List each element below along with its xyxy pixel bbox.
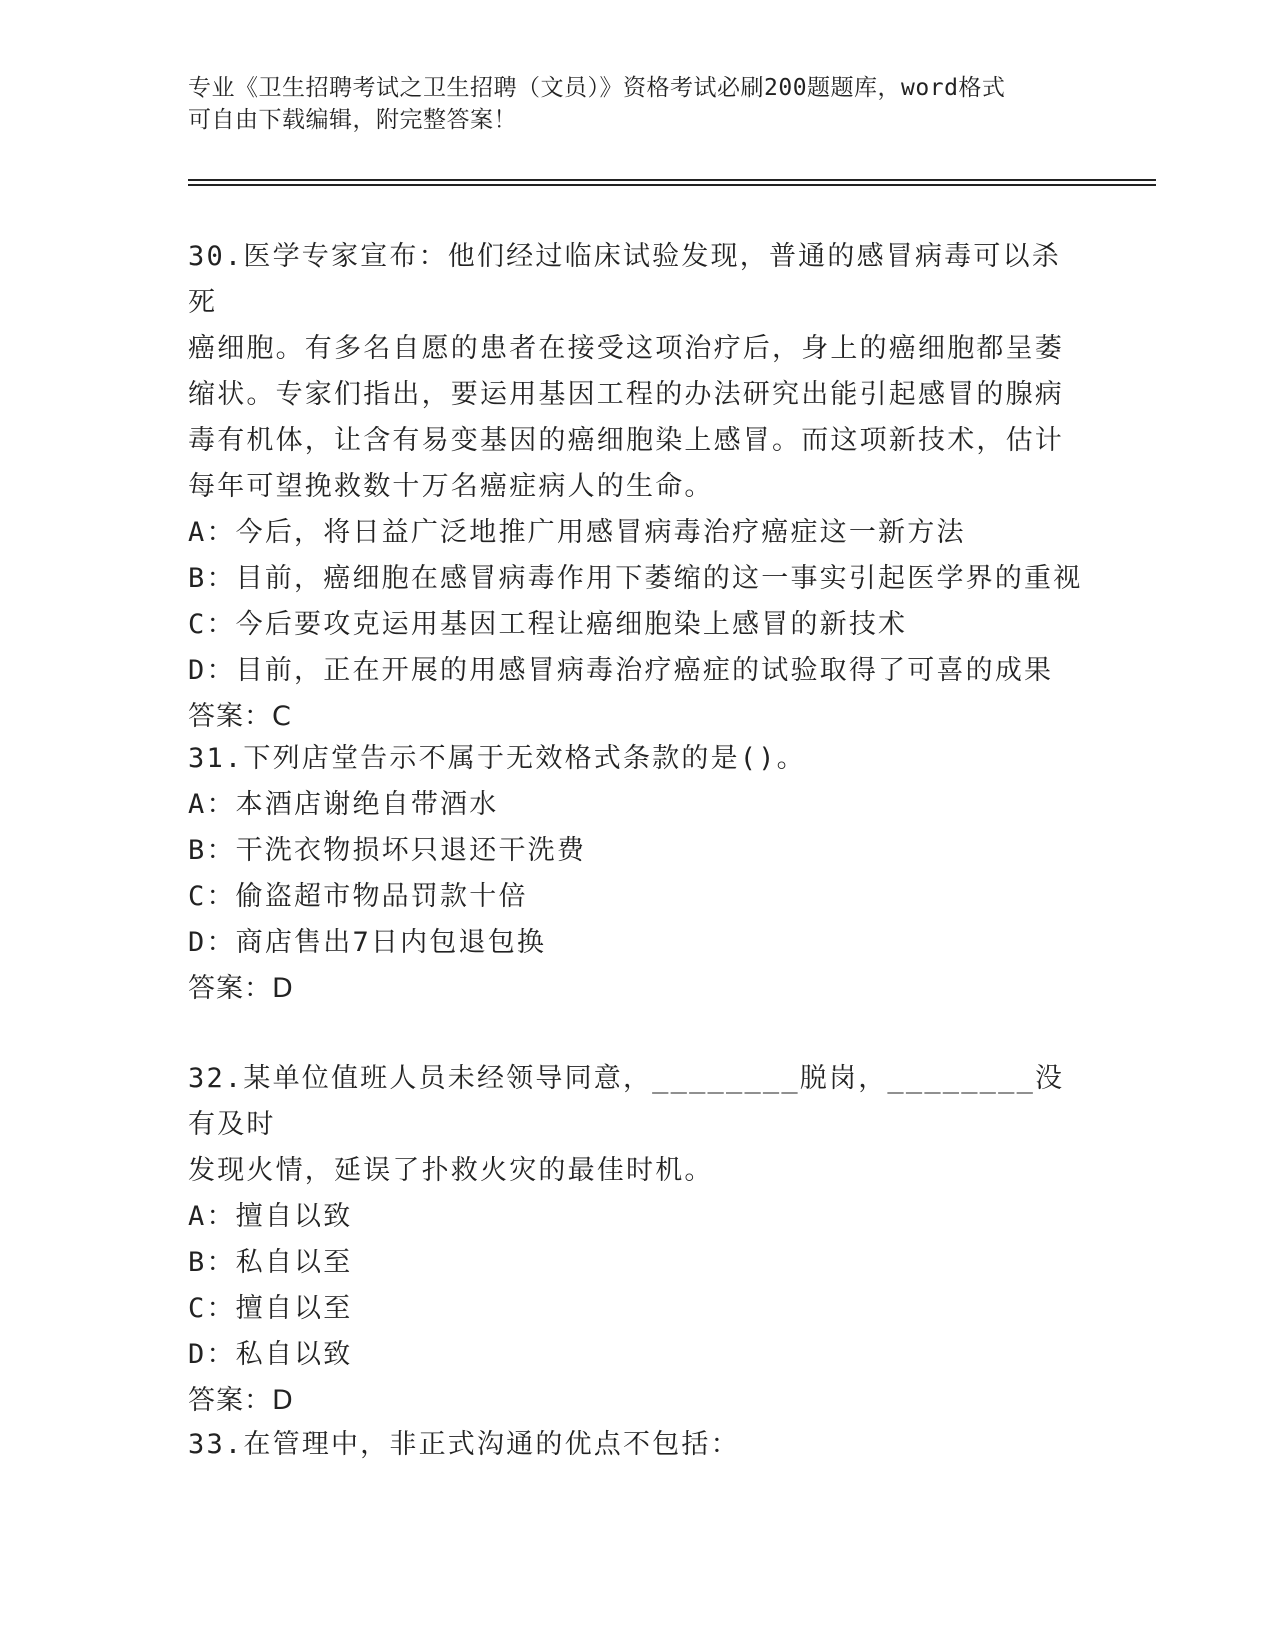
header-line-1: 专业《卫生招聘考试之卫生招聘（文员）》资格考试必刷200题题库，word格式 — [188, 75, 1006, 101]
stem-line: 30.医学专家宣布：他们经过临床试验发现，普通的感冒病毒可以杀死 — [188, 241, 1061, 318]
option-a: A：本酒店谢绝自带酒水 — [188, 789, 499, 820]
question-stem — [188, 234, 1088, 510]
option-d: D：目前，正在开展的用感冒病毒治疗癌症的试验取得了可喜的成果 — [188, 655, 1054, 686]
answer-line: 答案：C — [188, 701, 292, 732]
question-30 — [188, 234, 1088, 740]
header-line-2: 可自由下载编辑，附完整答案！ — [188, 107, 517, 133]
option-b: B：目前，癌细胞在感冒病毒作用下萎缩的这一事实引起医学界的重视 — [188, 563, 1083, 594]
option-d: D：商店售出7日内包退包换 — [188, 927, 547, 958]
answer-line: 答案：D — [188, 1385, 294, 1416]
stem-line: 每年可望挽救数十万名癌症病人的生命。 — [188, 471, 714, 502]
option-c: C：今后要攻克运用基因工程让癌细胞染上感冒的新技术 — [188, 609, 908, 640]
stem-line: 癌细胞。有多名自愿的患者在接受这项治疗后，身上的癌细胞都呈萎 — [188, 333, 1064, 364]
option-c: C：擅自以至 — [188, 1293, 353, 1324]
stem-line: 缩状。专家们指出，要运用基因工程的办法研究出能引起感冒的腺病 — [188, 379, 1064, 410]
header-divider-top — [188, 179, 1156, 181]
option-b: B：干洗衣物损坏只退还干洗费 — [188, 835, 587, 866]
question-32 — [188, 1056, 1088, 1424]
question-stem — [188, 1056, 1088, 1194]
stem-line: 31.下列店堂告示不属于无效格式条款的是()。 — [188, 743, 806, 774]
option-c: C：偷盗超市物品罚款十倍 — [188, 881, 528, 912]
question-stem — [188, 1422, 1088, 1468]
header-divider-bottom — [188, 184, 1156, 186]
option-b: B：私自以至 — [188, 1247, 353, 1278]
stem-line: 毒有机体，让含有易变基因的癌细胞染上感冒。而这项新技术，估计 — [188, 425, 1064, 456]
answer-line: 答案：D — [188, 973, 294, 1004]
option-d: D：私自以致 — [188, 1339, 353, 1370]
question-33 — [188, 1422, 1088, 1468]
option-a: A：今后，将日益广泛地推广用感冒病毒治疗癌症这一新方法 — [188, 517, 966, 548]
option-a: A：擅自以致 — [188, 1201, 353, 1232]
document-header — [188, 72, 1068, 136]
question-31 — [188, 736, 1088, 1012]
question-stem — [188, 736, 1088, 782]
stem-line: 33.在管理中，非正式沟通的优点不包括： — [188, 1429, 740, 1460]
stem-line: 发现火情，延误了扑救火灾的最佳时机。 — [188, 1155, 714, 1186]
stem-line: 32.某单位值班人员未经领导同意，________脱岗，________没有及时 — [188, 1063, 1065, 1140]
